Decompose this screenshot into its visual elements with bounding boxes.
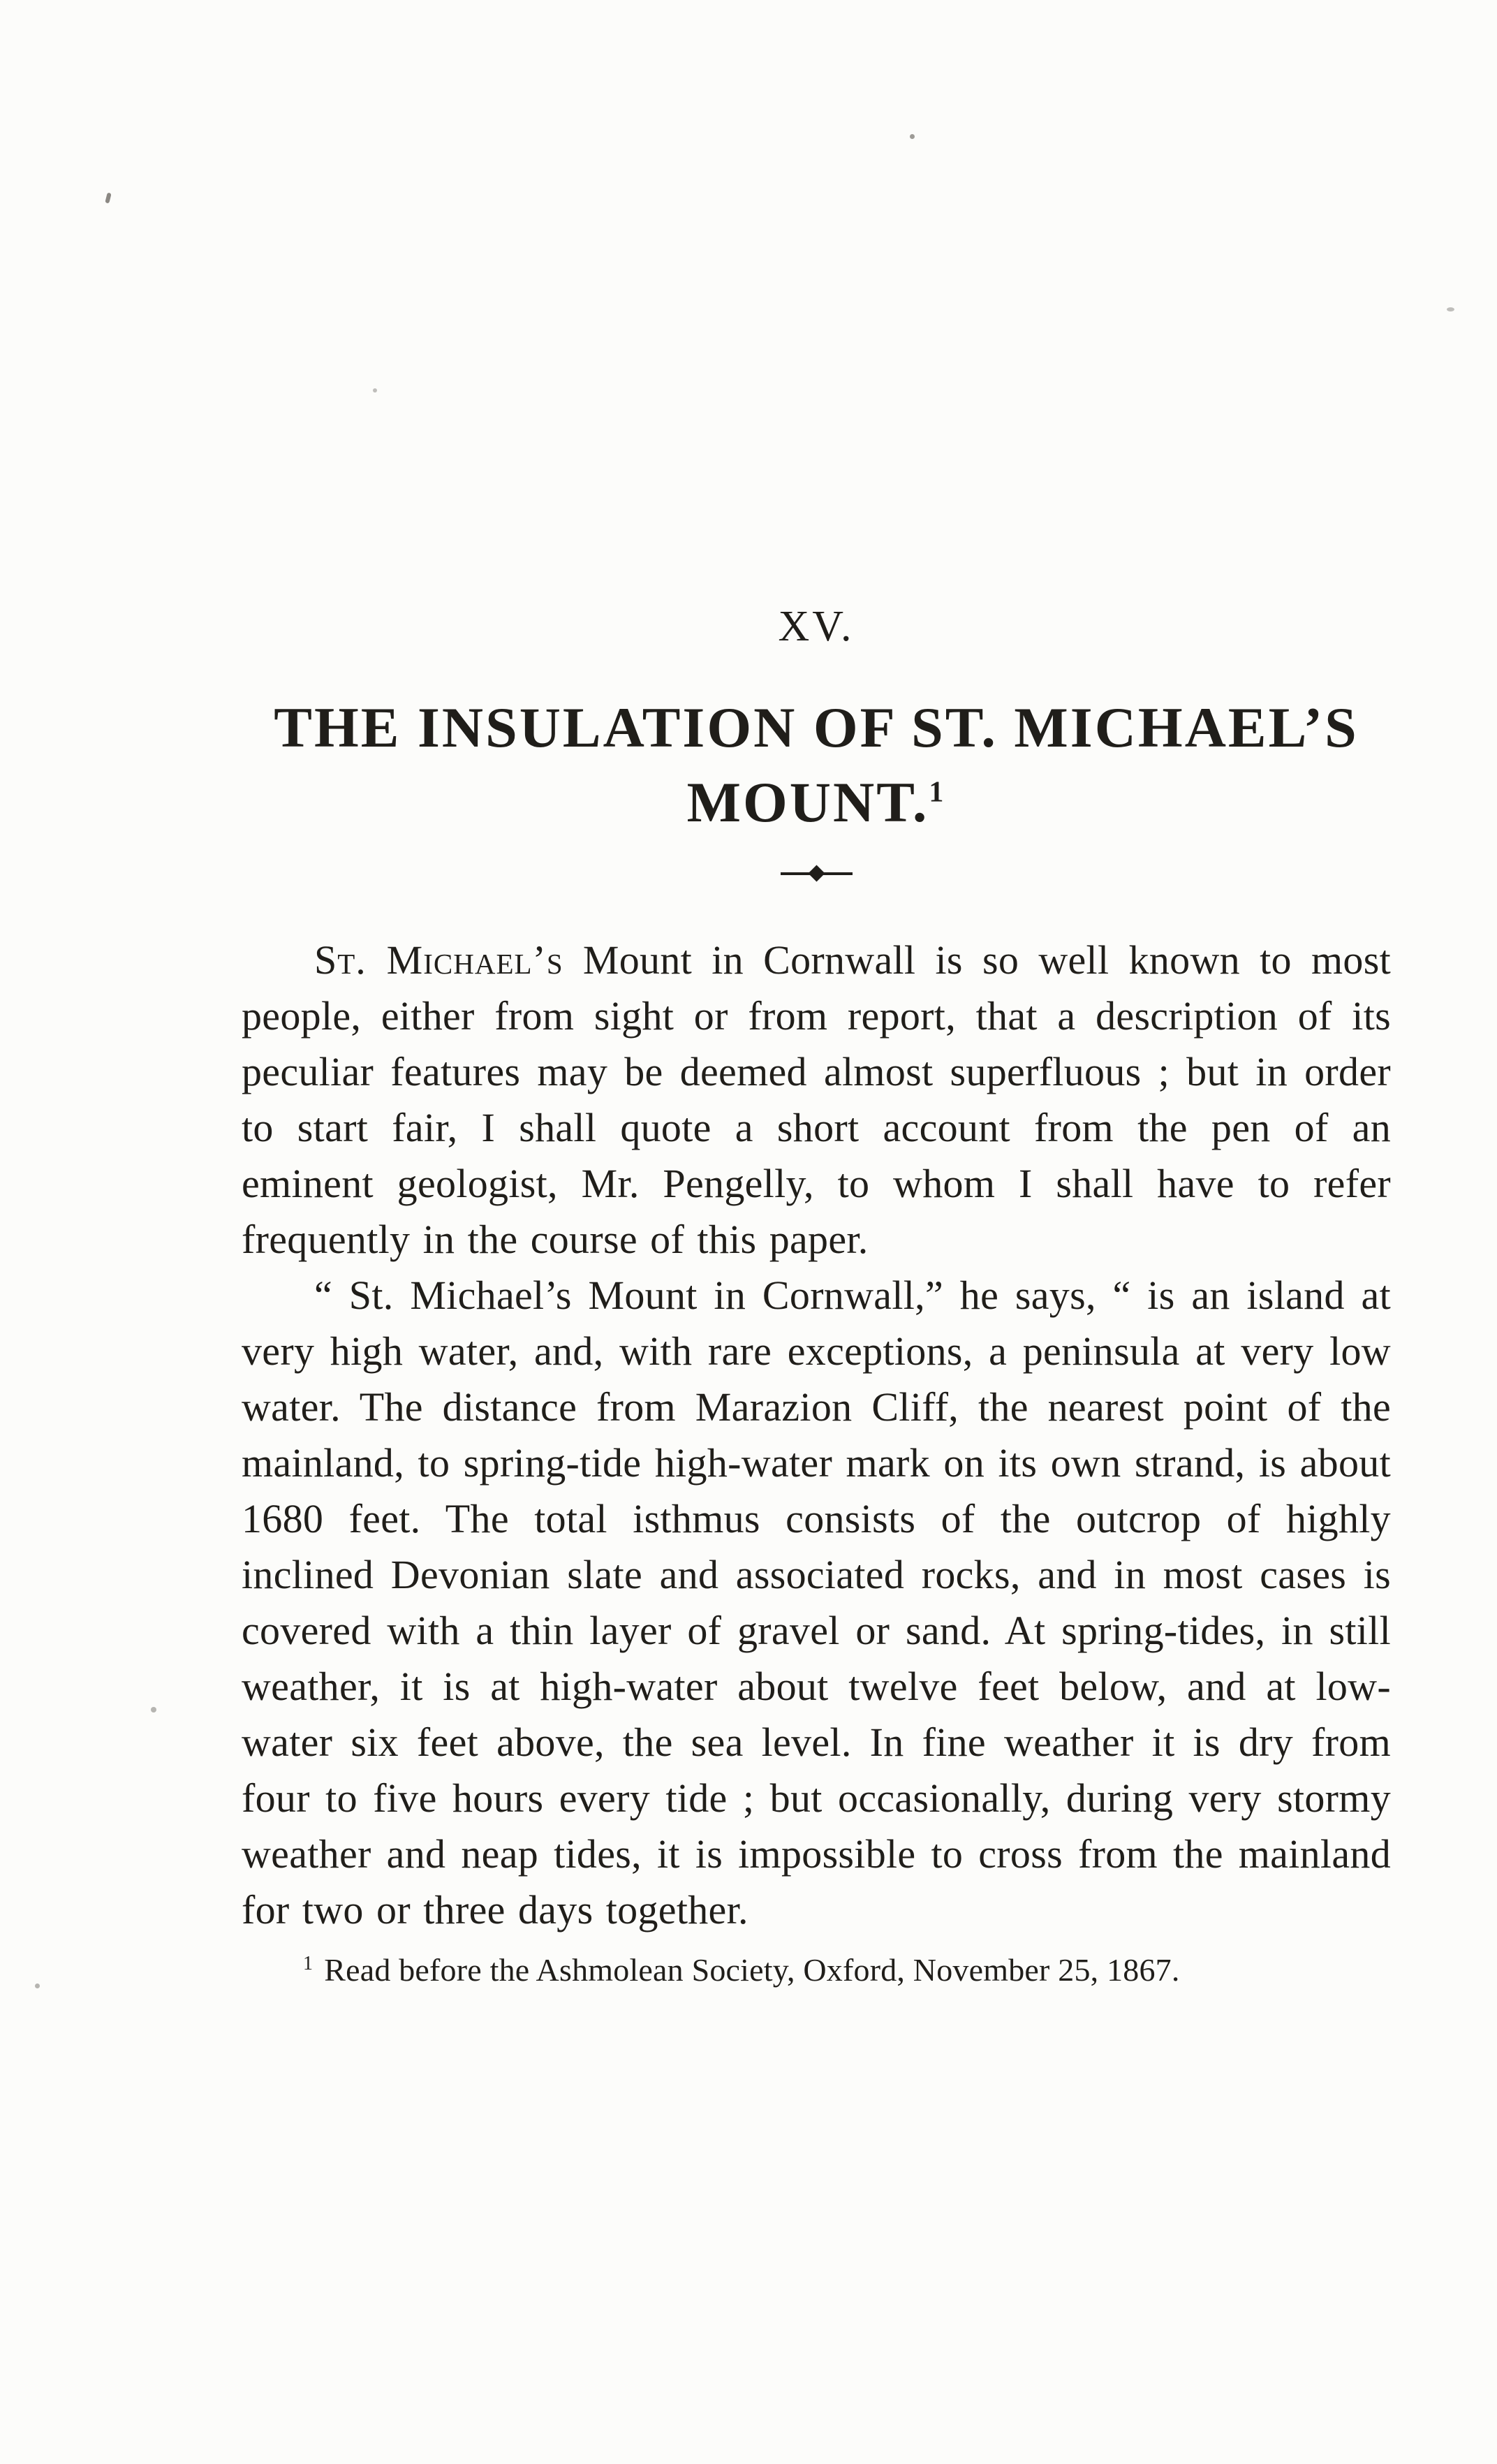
paragraph-text: “ St. Michael’s Mount in Cornwall,” he says, “ is an island at very high water, and, with rare exceptions, a peninsula at very low water. The distance from Marazion Cliff, the nearest point of the mainland, to spring-tide high-water mark on its own strand, is about 1680 feet. The total isthmus consists of the outcrop of highly inclined Devonian slate and associated rocks, and in most cases is covered with a thin layer of gravel or sand. At spring-tides, in still weather, it is at high-water about twelve feet below, and at low-water six feet above, the sea level. In fine weather it is dry from four to five hours every tide ; but occasionally, during very stormy weather and neap tides, it is impossible to cross from the mainland for two or three days together. (242, 1273, 1391, 1933)
footnote-text: Read before the Ashmolean Society, Oxford, November 25, 1867. (324, 1952, 1180, 1988)
scan-speck (373, 388, 377, 393)
divider-line-right (820, 872, 853, 875)
chapter-title-line2: MOUNT. (686, 770, 929, 834)
scan-speck (1447, 307, 1454, 311)
section-divider-rule (242, 867, 1391, 879)
paragraph (242, 1268, 1391, 1938)
page-body (242, 932, 1391, 1938)
paragraph-lead-smallcaps: St. Michael’s (314, 937, 563, 983)
scan-speck (151, 1707, 156, 1713)
footnote-marker: 1 (303, 1952, 314, 1974)
footnote (242, 1949, 1391, 1991)
paragraph-text: Mount in Cornwall is so well known to most people, either from sight or from report, that a description of its peculiar features may be deemed almost superfluous ; but in order to start fair, I shall quote a short account from the pen of an eminent geologist, Mr. Pengelly, to whom I shall have to refer frequently in the course of this paper. (242, 937, 1391, 1263)
divider-line-left (781, 872, 813, 875)
scan-speck (35, 1983, 40, 1988)
chapter-title (242, 691, 1391, 839)
paragraph (242, 932, 1391, 1268)
chapter-number: XV. (778, 603, 855, 650)
scan-speck (910, 134, 915, 139)
scan-speck (105, 192, 111, 203)
title-footnote-marker: 1 (929, 776, 946, 809)
chapter-title-line1: THE INSULATION OF ST. MICHAEL’S (274, 696, 1359, 759)
chapter-heading (242, 602, 1391, 879)
diamond-icon (808, 865, 825, 882)
